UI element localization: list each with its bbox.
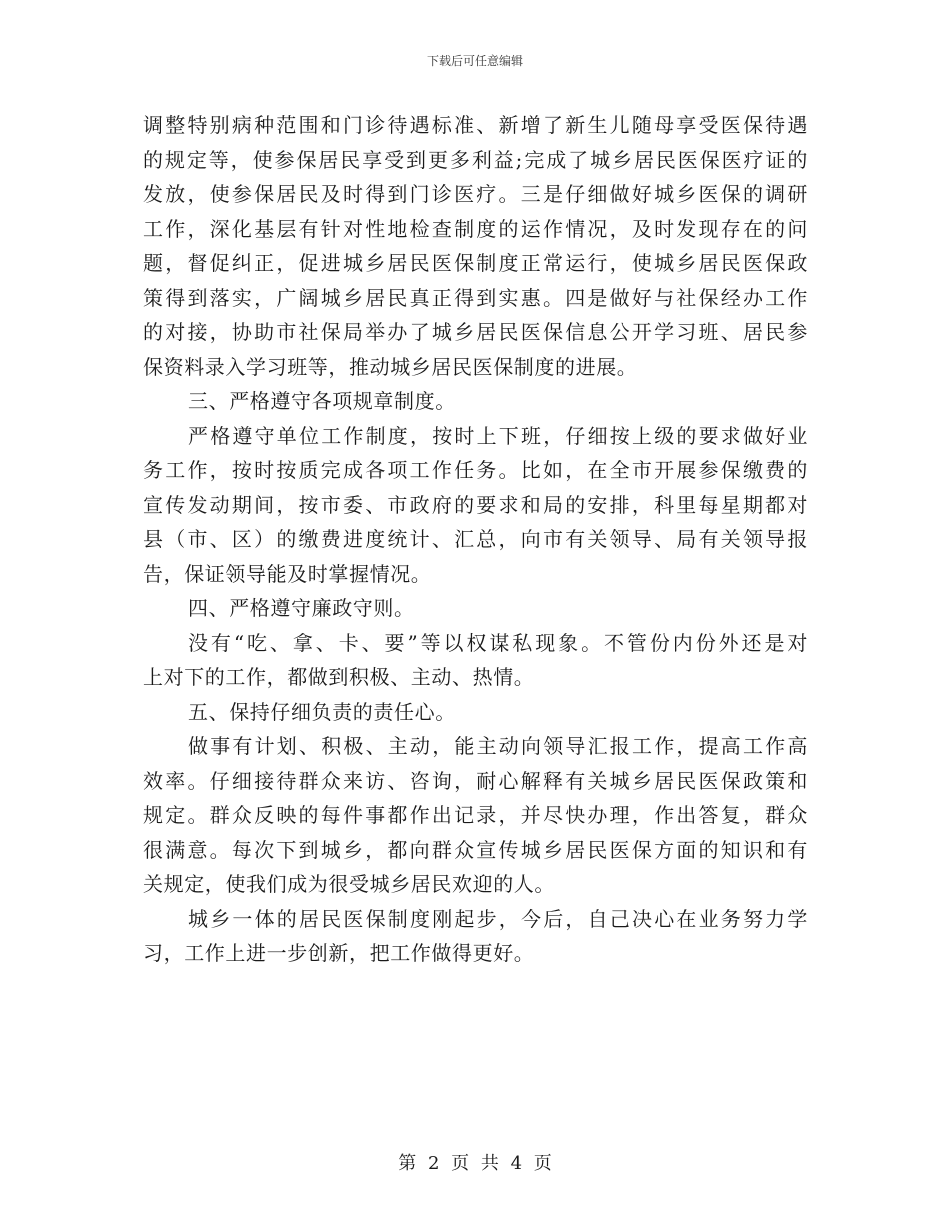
text-line: 做事有计划、积极、主动，能主动向领导汇报工作，提高工作高 <box>188 734 808 758</box>
text-line: 三、严格遵守各项规章制度。 <box>188 389 456 413</box>
text-line: 效率。仔细接待群众来访、咨询，耐心解释有关城乡居民医保政策和 <box>143 768 808 793</box>
text-line: 宣传发动期间，按市委、市政府的要求和局的安排，科里每星期都对 <box>143 492 808 517</box>
text-line: 上对下的工作，都做到积极、主动、热情。 <box>143 665 535 689</box>
text-line: 调整特别病种范围和门诊待遇标准、新增了新生儿随母享受医保待遇 <box>143 113 808 137</box>
text-line: 发放，使参保居民及时得到门诊医疗。三是仔细做好城乡医保的调研 <box>143 182 808 206</box>
text-line: 保资料录入学习班等，推动城乡居民医保制度的进展。 <box>143 354 638 379</box>
document-body <box>143 108 808 971</box>
text-line: 习，工作上进一步创新，把工作做得更好。 <box>143 941 535 965</box>
text-line: 题，督促纠正，促进城乡居民医保制度正常运行，使城乡居民医保政 <box>143 251 808 275</box>
text-line: 城乡一体的居民医保制度刚起步，今后，自己决心在业务努力学 <box>188 906 808 931</box>
text-line: 工作，深化基层有针对性地检查制度的运作情况，及时发现存在的问 <box>143 216 808 241</box>
text-line: 关规定，使我们成为很受城乡居民欢迎的人。 <box>143 872 555 896</box>
text-line: 规定。群众反映的每件事都作出记录，并尽快办理，作出答复，群众 <box>143 803 808 827</box>
text-line: 很满意。每次下到城乡，都向群众宣传城乡居民医保方面的知识和有 <box>143 837 808 862</box>
text-line: 告，保证领导能及时掌握情况。 <box>143 561 432 586</box>
text-line: 县（市、区）的缴费进度统计、汇总，向市有关领导、局有关领导报 <box>143 527 808 551</box>
text-line: 的规定等，使参保居民享受到更多利益;完成了城乡居民医保医疗证的 <box>143 147 808 172</box>
text-line: 四、严格遵守廉政守则。 <box>188 596 415 620</box>
text-line: 的对接，协助市社保局举办了城乡居民医保信息公开学习班、居民参 <box>143 320 808 344</box>
text-line: 策得到落实，广阔城乡居民真正得到实惠。四是做好与社保经办工作 <box>143 285 808 310</box>
text-line: 务工作，按时按质完成各项工作任务。比如，在全市开展参保缴费的 <box>143 458 808 482</box>
page-number-footer: 第 2 页 共 4 页 <box>398 1153 552 1174</box>
header-note: 下载后可任意编辑 <box>426 54 523 68</box>
text-line: 没有“吃、拿、卡、要”等以权谋私现象。不管份内份外还是对 <box>188 630 808 655</box>
text-line: 五、保持仔细负责的责任心。 <box>188 699 456 724</box>
text-line: 严格遵守单位工作制度，按时上下班，仔细按上级的要求做好业 <box>188 423 808 448</box>
